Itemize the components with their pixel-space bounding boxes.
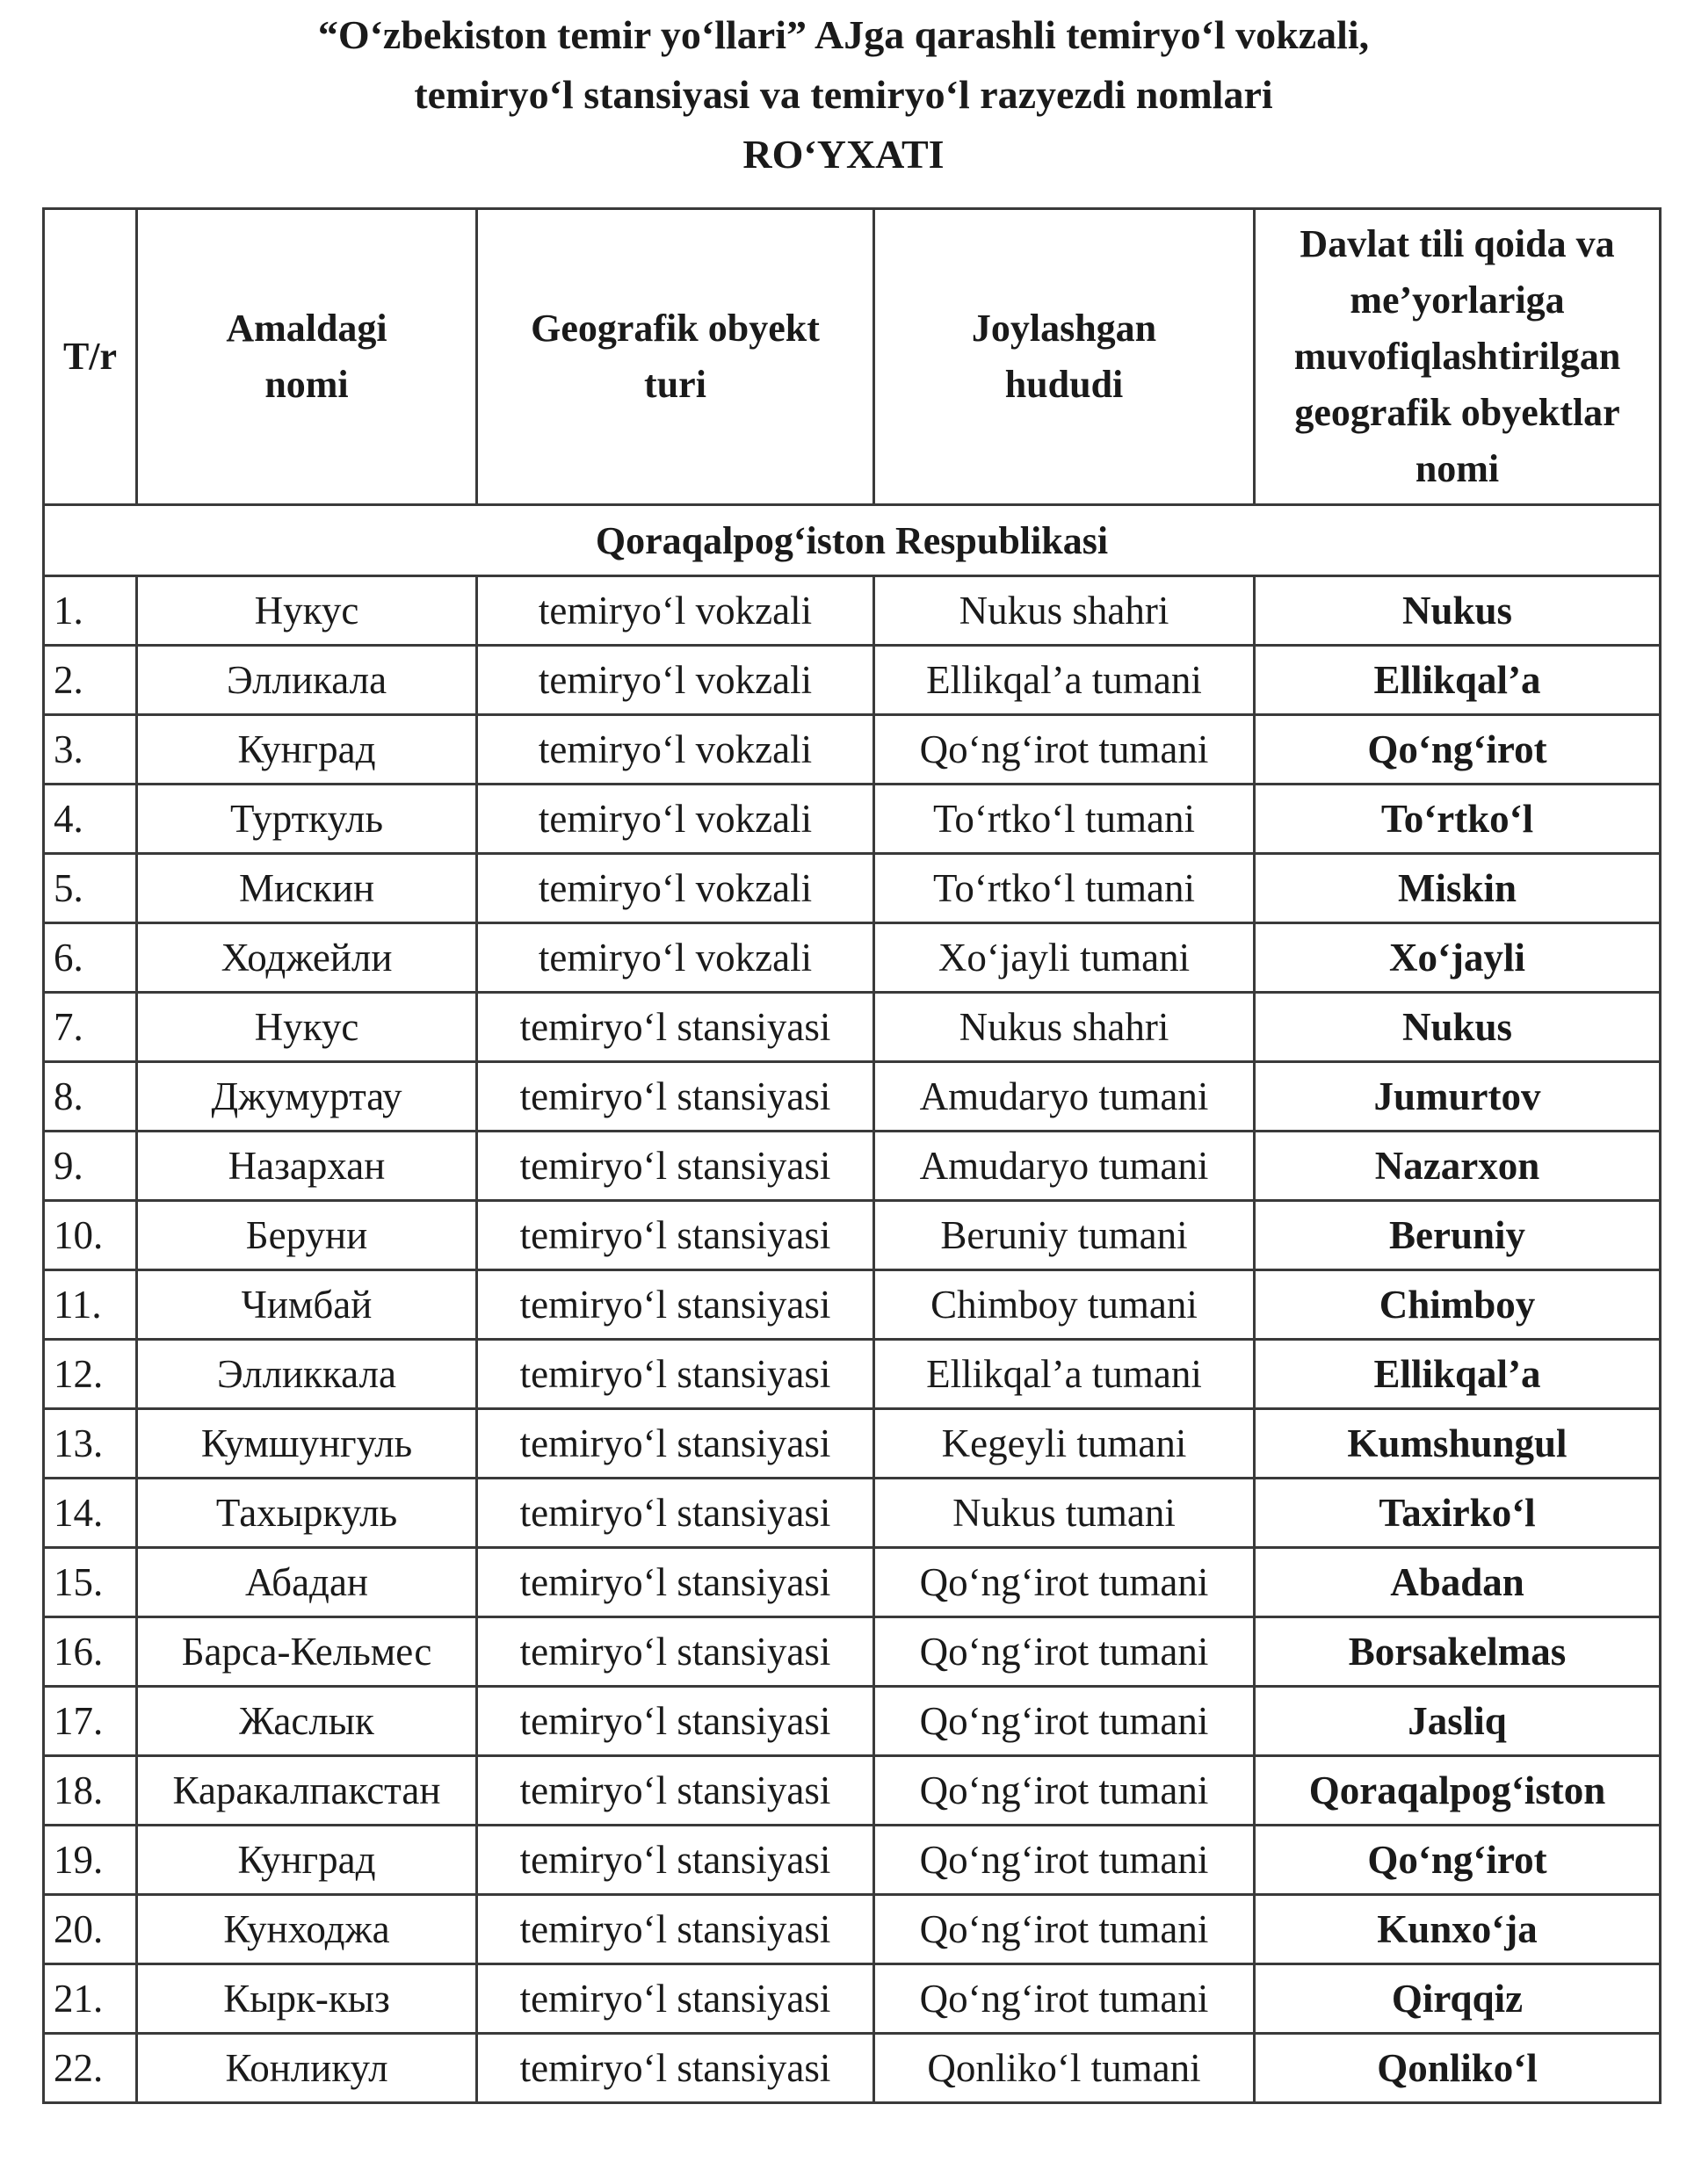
cell-official-name: Qonliko‘l (1255, 2034, 1661, 2103)
cell-row-number: 14. (44, 1479, 137, 1548)
cell-official-name: Qo‘ng‘irot (1255, 1826, 1661, 1895)
header-official-name: Davlat tili qoida va me’yorlariga muvofiqlashtirilgan geografik obyektlar nomi (1255, 209, 1661, 505)
cell-current-name: Тахыркуль (137, 1479, 477, 1548)
cell-location: Nukus shahri (874, 993, 1255, 1062)
cell-location: Qo‘ng‘irot tumani (874, 1964, 1255, 2034)
cell-object-type: temiryo‘l stansiyasi (477, 1548, 874, 1617)
cell-current-name: Конликул (137, 2034, 477, 2103)
region-name: Qoraqalpog‘iston Respublikasi (44, 505, 1661, 576)
cell-current-name: Кунград (137, 1826, 477, 1895)
cell-current-name: Ходжейли (137, 923, 477, 993)
cell-official-name: Qo‘ng‘irot (1255, 715, 1661, 785)
title-line-3: RO‘YXATI (742, 132, 945, 177)
table-row (44, 993, 1661, 1062)
cell-object-type: temiryo‘l vokzali (477, 785, 874, 854)
table-row (44, 1687, 1661, 1756)
cell-official-name: Jasliq (1255, 1687, 1661, 1756)
cell-object-type: temiryo‘l stansiyasi (477, 1826, 874, 1895)
cell-official-name: Miskin (1255, 854, 1661, 923)
cell-location: To‘rtko‘l tumani (874, 854, 1255, 923)
cell-object-type: temiryo‘l vokzali (477, 715, 874, 785)
cell-object-type: temiryo‘l stansiyasi (477, 1756, 874, 1826)
cell-current-name: Кунходжа (137, 1895, 477, 1964)
cell-official-name: Kumshungul (1255, 1409, 1661, 1479)
cell-location: Qo‘ng‘irot tumani (874, 1687, 1255, 1756)
cell-object-type: temiryo‘l stansiyasi (477, 1409, 874, 1479)
cell-location: Qo‘ng‘irot tumani (874, 715, 1255, 785)
cell-object-type: temiryo‘l vokzali (477, 923, 874, 993)
cell-official-name: Beruniy (1255, 1201, 1661, 1270)
cell-official-name: Borsakelmas (1255, 1617, 1661, 1687)
cell-current-name: Жаслык (137, 1687, 477, 1756)
document-title (0, 5, 1687, 184)
cell-object-type: temiryo‘l stansiyasi (477, 1895, 874, 1964)
cell-official-name: Chimboy (1255, 1270, 1661, 1340)
cell-location: Qo‘ng‘irot tumani (874, 1617, 1255, 1687)
cell-object-type: temiryo‘l vokzali (477, 646, 874, 715)
cell-row-number: 15. (44, 1548, 137, 1617)
cell-official-name: Ellikqal’a (1255, 1340, 1661, 1409)
cell-official-name: Nazarxon (1255, 1132, 1661, 1201)
cell-row-number: 13. (44, 1409, 137, 1479)
cell-row-number: 18. (44, 1756, 137, 1826)
cell-current-name: Кунград (137, 715, 477, 785)
cell-current-name: Беруни (137, 1201, 477, 1270)
table-row (44, 576, 1661, 646)
cell-official-name: Kunxo‘ja (1255, 1895, 1661, 1964)
cell-current-name: Мискин (137, 854, 477, 923)
region-row (44, 505, 1661, 576)
cell-current-name: Элликала (137, 646, 477, 715)
cell-row-number: 19. (44, 1826, 137, 1895)
cell-row-number: 21. (44, 1964, 137, 2034)
cell-location: Nukus shahri (874, 576, 1255, 646)
cell-location: Chimboy tumani (874, 1270, 1255, 1340)
table-row (44, 1409, 1661, 1479)
cell-row-number: 16. (44, 1617, 137, 1687)
cell-row-number: 1. (44, 576, 137, 646)
table-row (44, 1617, 1661, 1687)
table-row (44, 785, 1661, 854)
cell-current-name: Кумшунгуль (137, 1409, 477, 1479)
table-row (44, 1479, 1661, 1548)
cell-row-number: 10. (44, 1201, 137, 1270)
table-row (44, 715, 1661, 785)
table-row (44, 1062, 1661, 1132)
table-row (44, 2034, 1661, 2103)
table-row (44, 854, 1661, 923)
cell-current-name: Абадан (137, 1548, 477, 1617)
table-row (44, 1964, 1661, 2034)
table-row (44, 1826, 1661, 1895)
cell-current-name: Кырк-кыз (137, 1964, 477, 2034)
cell-official-name: Nukus (1255, 576, 1661, 646)
table-row (44, 1270, 1661, 1340)
cell-object-type: temiryo‘l vokzali (477, 576, 874, 646)
cell-location: Qo‘ng‘irot tumani (874, 1548, 1255, 1617)
cell-row-number: 4. (44, 785, 137, 854)
cell-official-name: Abadan (1255, 1548, 1661, 1617)
table-row (44, 923, 1661, 993)
cell-location: Amudaryo tumani (874, 1062, 1255, 1132)
cell-current-name: Назархан (137, 1132, 477, 1201)
cell-location: Xo‘jayli tumani (874, 923, 1255, 993)
cell-object-type: temiryo‘l stansiyasi (477, 1340, 874, 1409)
cell-row-number: 8. (44, 1062, 137, 1132)
header-current-name: Amaldagi nomi (137, 209, 477, 505)
cell-location: Qonliko‘l tumani (874, 2034, 1255, 2103)
cell-row-number: 6. (44, 923, 137, 993)
cell-current-name: Барса-Кельмес (137, 1617, 477, 1687)
cell-row-number: 5. (44, 854, 137, 923)
table-row (44, 1201, 1661, 1270)
cell-object-type: temiryo‘l stansiyasi (477, 1270, 874, 1340)
cell-object-type: temiryo‘l stansiyasi (477, 1617, 874, 1687)
cell-object-type: temiryo‘l stansiyasi (477, 1964, 874, 2034)
cell-location: Ellikqal’a tumani (874, 646, 1255, 715)
header-number: T/r (44, 209, 137, 505)
cell-object-type: temiryo‘l stansiyasi (477, 1062, 874, 1132)
cell-official-name: Qoraqalpog‘iston (1255, 1756, 1661, 1826)
cell-row-number: 7. (44, 993, 137, 1062)
table-row (44, 1132, 1661, 1201)
cell-object-type: temiryo‘l stansiyasi (477, 1132, 874, 1201)
cell-location: Qo‘ng‘irot tumani (874, 1756, 1255, 1826)
cell-official-name: Xo‘jayli (1255, 923, 1661, 993)
table-row (44, 646, 1661, 715)
cell-location: Ellikqal’a tumani (874, 1340, 1255, 1409)
cell-object-type: temiryo‘l vokzali (477, 854, 874, 923)
table-row (44, 1756, 1661, 1826)
cell-official-name: Jumurtov (1255, 1062, 1661, 1132)
cell-location: Qo‘ng‘irot tumani (874, 1895, 1255, 1964)
title-line-1: “O‘zbekiston temir yo‘llari” AJga qarashli temiryo‘l vokzali, (317, 12, 1370, 57)
table-row (44, 1895, 1661, 1964)
cell-location: Amudaryo tumani (874, 1132, 1255, 1201)
table-header-row (44, 209, 1661, 505)
cell-official-name: To‘rtko‘l (1255, 785, 1661, 854)
cell-location: Beruniy tumani (874, 1201, 1255, 1270)
header-object-type: Geografik obyekt turi (477, 209, 874, 505)
cell-row-number: 12. (44, 1340, 137, 1409)
cell-current-name: Элликкала (137, 1340, 477, 1409)
cell-object-type: temiryo‘l stansiyasi (477, 993, 874, 1062)
cell-row-number: 9. (44, 1132, 137, 1201)
cell-official-name: Nukus (1255, 993, 1661, 1062)
cell-current-name: Нукус (137, 993, 477, 1062)
cell-current-name: Нукус (137, 576, 477, 646)
cell-object-type: temiryo‘l stansiyasi (477, 1687, 874, 1756)
table-row (44, 1548, 1661, 1617)
cell-location: Qo‘ng‘irot tumani (874, 1826, 1255, 1895)
cell-row-number: 20. (44, 1895, 137, 1964)
cell-object-type: temiryo‘l stansiyasi (477, 1479, 874, 1548)
cell-current-name: Джумуртау (137, 1062, 477, 1132)
cell-current-name: Каракалпакстан (137, 1756, 477, 1826)
cell-current-name: Турткуль (137, 785, 477, 854)
header-location: Joylashgan hududi (874, 209, 1255, 505)
cell-row-number: 11. (44, 1270, 137, 1340)
cell-official-name: Qirqqiz (1255, 1964, 1661, 2034)
cell-official-name: Ellikqal’a (1255, 646, 1661, 715)
cell-location: To‘rtko‘l tumani (874, 785, 1255, 854)
stations-table (42, 207, 1662, 2104)
cell-row-number: 17. (44, 1687, 137, 1756)
cell-official-name: Taxirko‘l (1255, 1479, 1661, 1548)
cell-object-type: temiryo‘l stansiyasi (477, 1201, 874, 1270)
cell-location: Kegeyli tumani (874, 1409, 1255, 1479)
cell-current-name: Чимбай (137, 1270, 477, 1340)
cell-row-number: 3. (44, 715, 137, 785)
cell-object-type: temiryo‘l stansiyasi (477, 2034, 874, 2103)
cell-row-number: 2. (44, 646, 137, 715)
title-line-2: temiryo‘l stansiyasi va temiryo‘l razyezdi nomlari (414, 72, 1273, 117)
cell-location: Nukus tumani (874, 1479, 1255, 1548)
cell-row-number: 22. (44, 2034, 137, 2103)
table-row (44, 1340, 1661, 1409)
